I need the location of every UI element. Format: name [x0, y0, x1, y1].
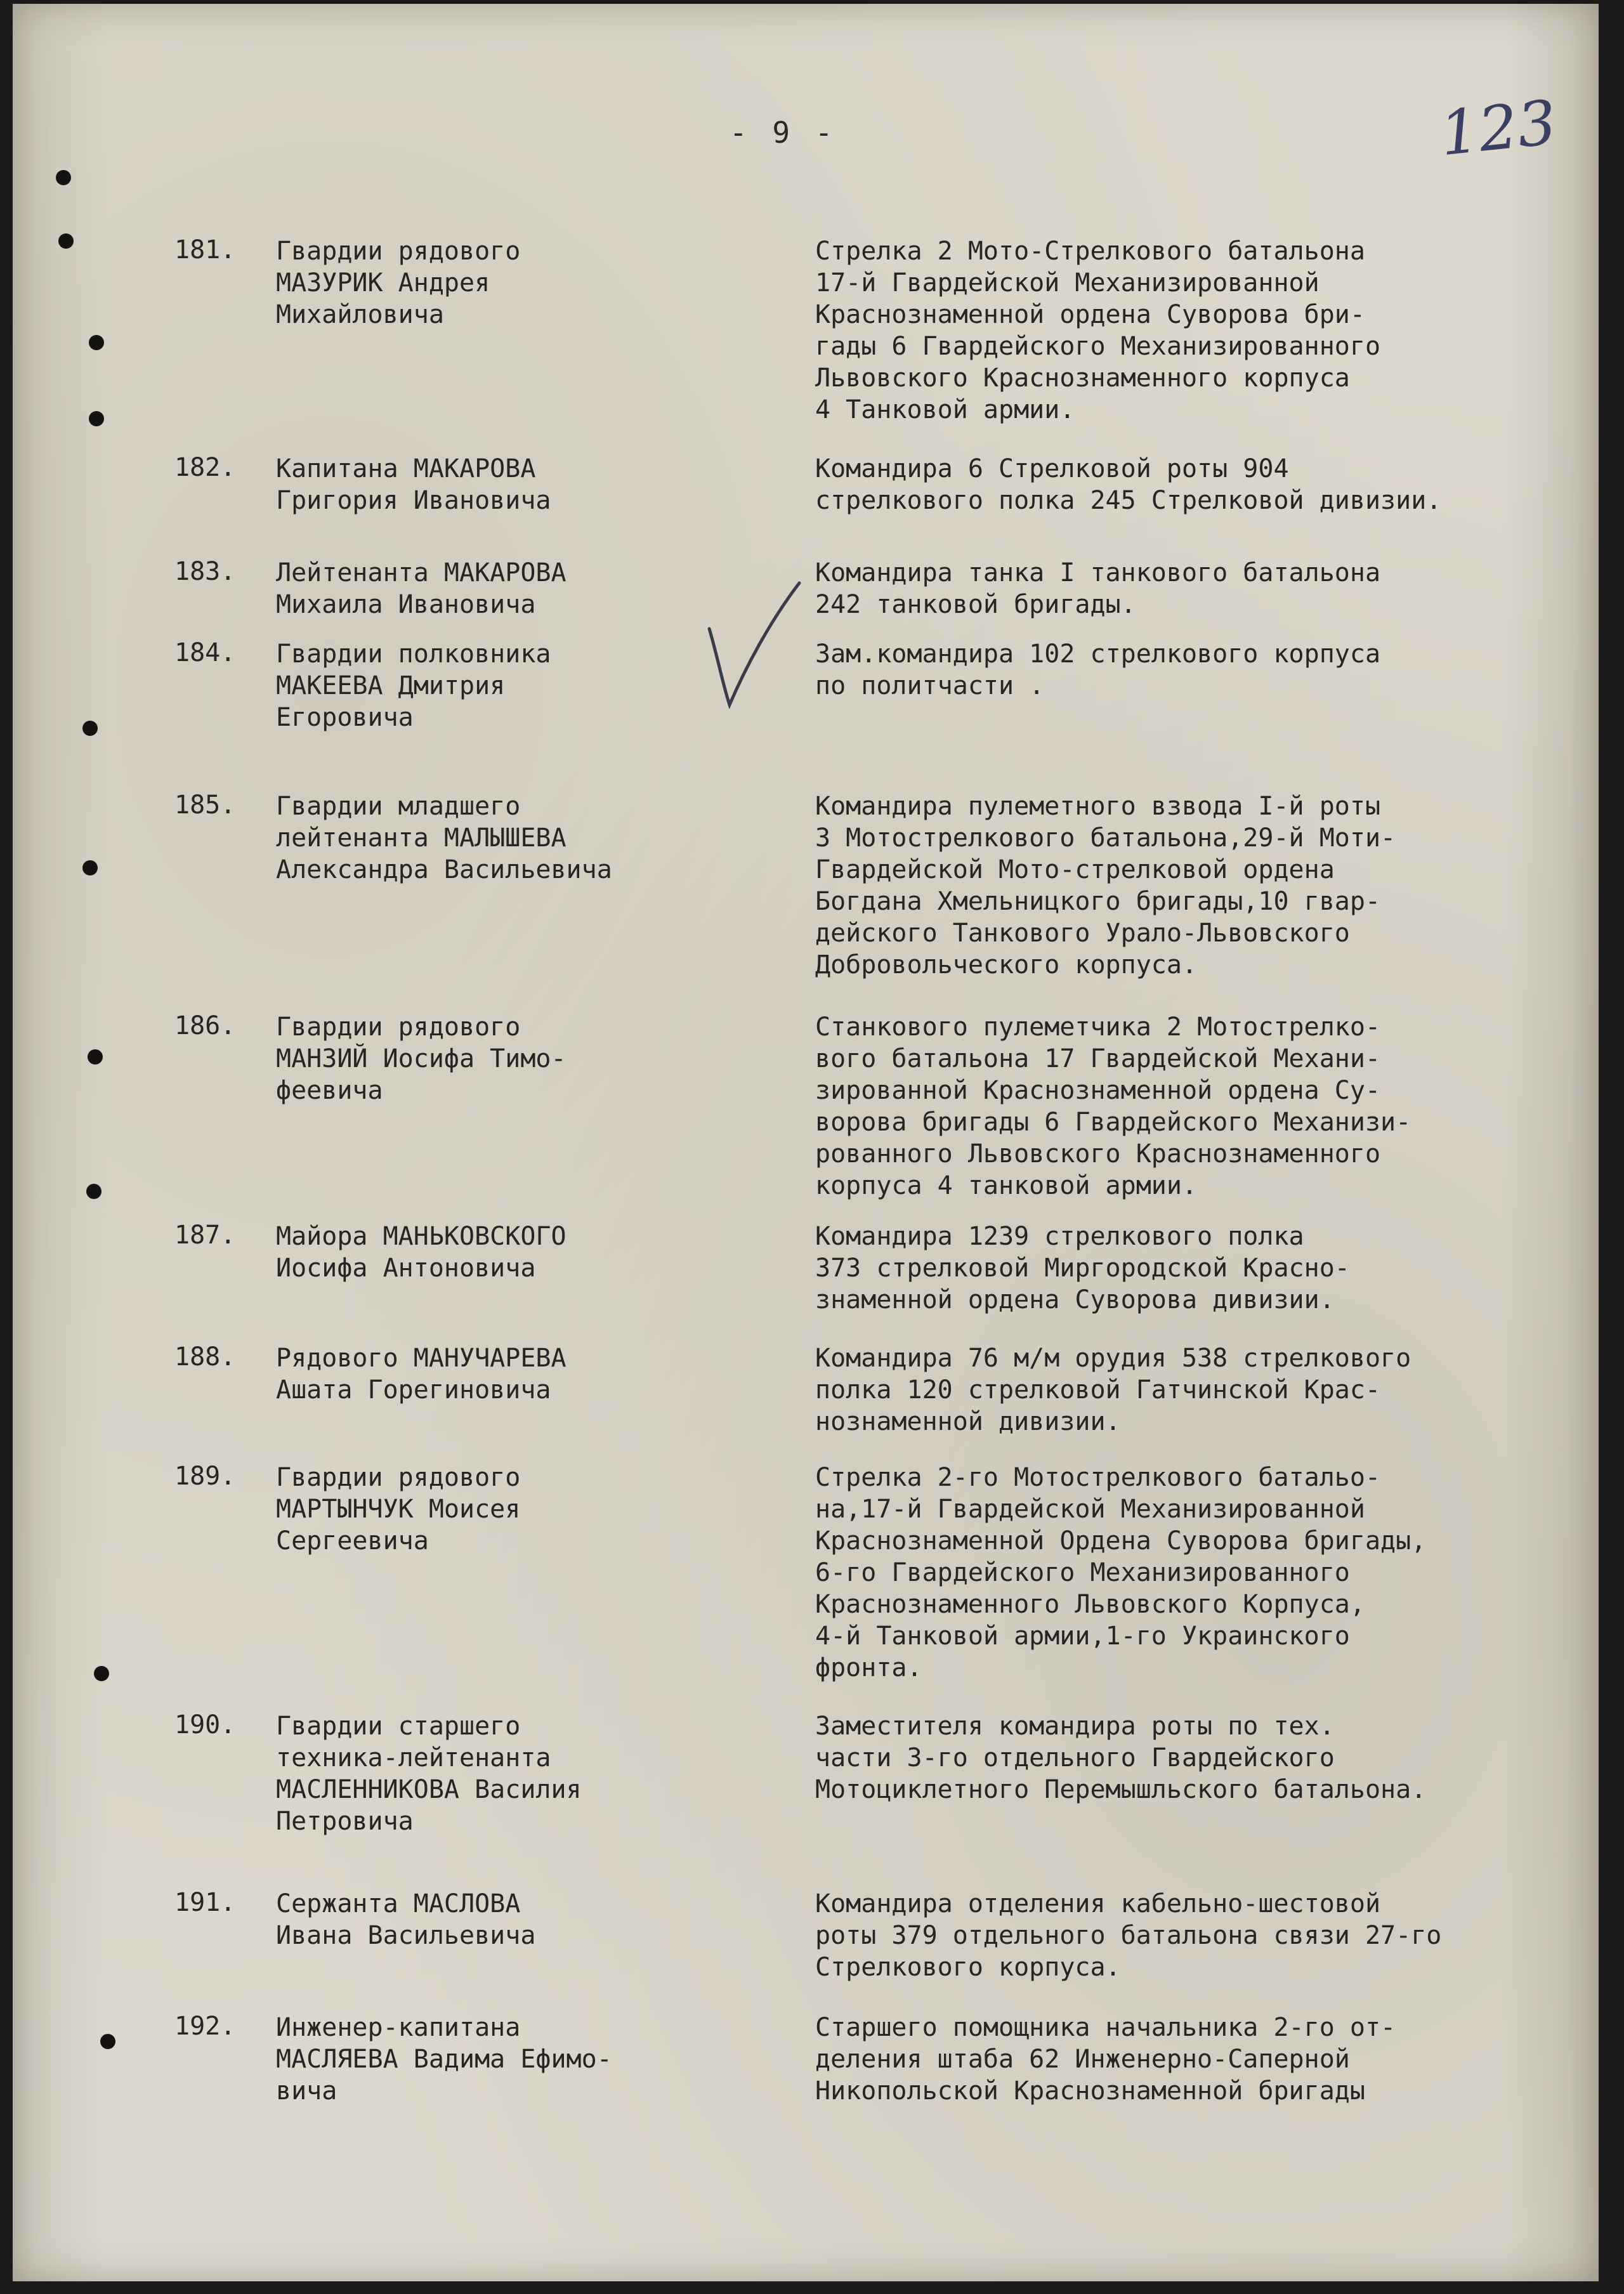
punch-hole	[89, 335, 104, 350]
page-number: - 9 -	[730, 115, 837, 150]
entry-number: 183.	[174, 557, 236, 586]
entry-position: Старшего помощника начальника 2-го от- деления штаба 62 Инженерно-Саперной Никопольской Краснознаменной бригады	[815, 2013, 1396, 2106]
entry-position: Стрелка 2 Мото-Стрелкового батальона 17-й Гвардейской Механизированной Краснознаменной ордена Суворова бри- гады 6 Гвардейского Механизированного Львовского Краснознаменного корпуса 4 Танковой армии.	[815, 237, 1381, 424]
entry-number: 181.	[174, 235, 236, 265]
entry-position: Заместителя командира роты по тех. части 3-го отдельного Гвардейского Мотоциклетного Перемышльского батальона.	[815, 1712, 1427, 1804]
punch-hole	[100, 2034, 115, 2049]
entry-position: Станкового пулеметчика 2 Мотострелко- вого батальона 17 Гвардейской Механи- зированной Краснознаменной ордена Су- ворова бригады 6 Гвардейского Механизи- рованного Львовского Краснознаменного корпуса 4 танковой армии.	[815, 1013, 1411, 1200]
entry-position: Командира 76 м/м орудия 538 стрелкового полка 120 стрелковой Гатчинской Крас- нознаменной дивизии.	[815, 1344, 1411, 1436]
punch-hole	[89, 411, 104, 426]
entry-name: Гвардии рядового МАНЗИЙ Иосифа Тимо- феевича	[276, 1013, 566, 1105]
punch-hole	[86, 1184, 102, 1199]
document-sheet	[13, 4, 1599, 2281]
punch-hole	[94, 1666, 109, 1681]
entry-number: 191.	[174, 1888, 236, 1917]
entry-name: Гвардии рядового МАЗУРИК Андрея Михайловича	[276, 237, 521, 329]
punch-hole	[58, 233, 74, 249]
punch-hole	[82, 860, 98, 875]
archive-page-number: 123	[1436, 86, 1560, 170]
entry-name: Капитана МАКАРОВА Григория Ивановича	[276, 454, 551, 515]
entry-position: Командира 1239 стрелкового полка 373 стрелковой Миргородской Красно- знаменной ордена Суворова дивизии.	[815, 1222, 1350, 1314]
entry-number: 182.	[174, 453, 236, 482]
entry-name: Гвардии полковника МАКЕЕВА Дмитрия Егоровича	[276, 639, 551, 732]
punch-hole	[88, 1049, 103, 1065]
entry-number: 189.	[174, 1462, 236, 1491]
entry-position: Командира пулеметного взвода I-й роты 3 Мотострелкового батальона,29-й Моти- Гвардейской Мото-стрелковой ордена Богдана Хмельницкого бригады,10 гвар- дейского Танкового Урало-Львовского Добровольческого корпуса.	[815, 792, 1396, 980]
entry-name: Майора МАНЬКОВСКОГО Иосифа Антоновича	[276, 1222, 566, 1283]
entry-name: Инженер-капитана МАСЛЯЕВА Вадима Ефимо- вича	[276, 2013, 612, 2106]
entry-position: Командира 6 Стрелковой роты 904 стрелкового полка 245 Стрелковой дивизии.	[815, 454, 1442, 515]
entry-number: 187.	[174, 1221, 236, 1250]
entry-position: Зам.командира 102 стрелкового корпуса по политчасти .	[815, 639, 1381, 700]
entry-name: Гвардии младшего лейтенанта МАЛЫШЕВА Александра Васильевича	[276, 792, 612, 884]
entry-number: 192.	[174, 2012, 236, 2041]
entry-number: 188.	[174, 1342, 236, 1372]
entry-name: Сержанта МАСЛОВА Ивана Васильевича	[276, 1889, 536, 1950]
entry-position: Стрелка 2-го Мотострелкового батальо- на,17-й Гвардейской Механизированной Краснознаменной Ордена Суворова бригады, 6-го Гвардейского Механизированного Краснознаменного Львовского Корпуса, 4-й Танковой армии,1-го Украинского фронта.	[815, 1463, 1427, 1682]
entry-name: Рядового МАНУЧАРЕВА Ашата Горегиновича	[276, 1344, 566, 1405]
punch-hole	[82, 721, 98, 736]
entry-number: 190.	[174, 1710, 236, 1740]
entry-number: 185.	[174, 790, 236, 820]
entry-position: Командира отделения кабельно-шестовой роты 379 отдельного батальона связи 27-го Стрелкового корпуса.	[815, 1889, 1442, 1982]
entry-position: Командира танка I танкового батальона 242 танковой бригады.	[815, 558, 1381, 619]
entry-number: 184.	[174, 638, 236, 667]
entry-number: 186.	[174, 1011, 236, 1040]
entry-name: Гвардии старшего техника-лейтенанта МАСЛЕННИКОВА Василия Петровича	[276, 1712, 582, 1836]
entry-name: Лейтенанта МАКАРОВА Михаила Ивановича	[276, 558, 566, 619]
entry-name: Гвардии рядового МАРТЫНЧУК Моисея Сергеевича	[276, 1463, 521, 1556]
punch-hole	[56, 170, 71, 185]
